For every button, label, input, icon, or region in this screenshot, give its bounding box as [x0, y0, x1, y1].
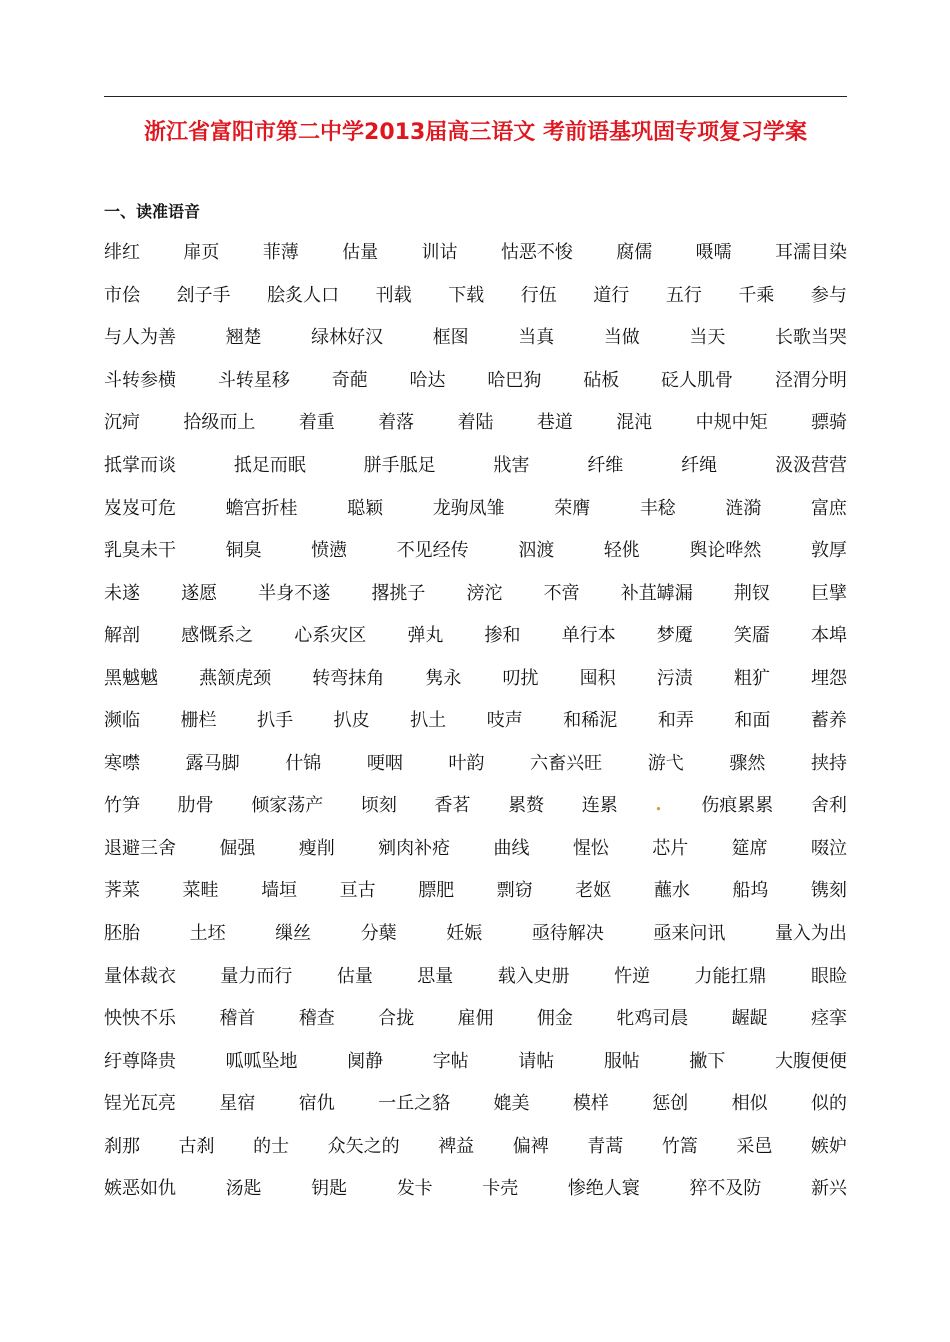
vocab-word: 和稀泥: [563, 710, 618, 732]
vocab-word: 汤匙: [225, 1178, 262, 1200]
vocab-word: 绯红: [104, 242, 140, 264]
vocab-word: 嫉恶如仇: [104, 1178, 176, 1200]
document-title: 浙江省富阳市第二中学2013届高三语文 考前语基巩固专项复习学案: [144, 120, 807, 145]
word-row: [104, 996, 847, 1039]
vocab-word: 亟来问讯: [653, 923, 726, 945]
vocab-word: 估量: [342, 242, 379, 264]
vocab-word: 感慨系之: [181, 625, 254, 647]
vocab-word: 量力而行: [220, 965, 293, 987]
word-row: [104, 655, 847, 698]
vocab-word: 香茗: [434, 795, 471, 817]
vocab-word: 亘古: [339, 880, 376, 902]
vocab-word: 刹那: [104, 1135, 140, 1157]
vocab-word: 囤积: [579, 667, 616, 689]
vocab-word: 着落: [378, 412, 415, 434]
vocab-word: 千乘: [738, 284, 775, 306]
vocab-word: 顷刻: [360, 795, 397, 817]
vocab-word: 泾渭分明: [774, 369, 847, 391]
vocab-word: 露马脚: [185, 752, 240, 774]
vocab-word: 惨绝人寰: [567, 1178, 640, 1200]
vocab-word: 船坞: [732, 880, 769, 902]
vocab-word: 怙恶不悛: [500, 242, 573, 264]
vocab-word: 胼手胝足: [363, 455, 436, 476]
vocab-word: 聪颖: [347, 497, 384, 519]
word-row: [104, 273, 847, 316]
word-row: [104, 485, 847, 528]
word-row: [104, 911, 847, 954]
vocab-word: 哈巴狗: [487, 369, 542, 391]
vocab-word: 着陆: [457, 412, 494, 434]
vocab-word: 当真: [518, 327, 555, 349]
vocab-word: 剜肉补疮: [378, 837, 451, 859]
vocab-word: 众矢之的: [327, 1135, 400, 1157]
vocab-word: 蘸水: [653, 880, 690, 902]
vocab-word: 惺忪: [572, 837, 609, 859]
header-rule: [104, 96, 847, 97]
vocab-word: 心系灾区: [294, 625, 367, 647]
vocab-word: 连累: [581, 795, 618, 817]
vocab-word: 大腹便便: [774, 1050, 847, 1072]
vocab-word: 怏怏不乐: [104, 1008, 176, 1030]
vocab-word: 合拢: [378, 1008, 415, 1030]
vocab-word: 哽咽: [366, 752, 403, 774]
vocab-word: 蟾宫折桂: [225, 497, 298, 519]
vocab-word: 单行本: [561, 625, 616, 647]
vocab-word: 膘肥: [418, 880, 455, 902]
vocab-word: 瘦削: [298, 837, 335, 859]
vocab-word: 耳濡目染: [775, 242, 847, 264]
vocab-word: 分蘖: [360, 923, 397, 945]
word-row: [104, 230, 847, 273]
word-row: [104, 698, 847, 741]
vocab-word: 解剖: [104, 625, 140, 647]
vocab-word: 市侩: [104, 284, 140, 306]
vocab-word: 当天: [689, 327, 726, 349]
vocab-word: 伤痕累累: [701, 795, 774, 817]
vocab-word: 半身不遂: [258, 582, 331, 604]
vocab-word: 媲美: [493, 1093, 530, 1115]
vocab-word: 粗犷: [733, 667, 770, 689]
vocab-word: 不见经传: [396, 540, 469, 562]
word-row: [104, 1038, 847, 1081]
vocab-word: 龙驹凤雏: [432, 497, 505, 519]
vocab-word: 拾级而上: [183, 412, 256, 434]
vocab-word: 雇佣: [457, 1008, 494, 1030]
vocab-word: 稽查: [298, 1008, 335, 1030]
vocab-word: 妊娠: [446, 923, 483, 945]
vocab-word: 老妪: [575, 880, 612, 902]
vocab-word: 古刹: [178, 1135, 215, 1157]
vocab-word: 一丘之貉: [378, 1093, 451, 1115]
vocab-word: 估量: [336, 965, 373, 987]
vocab-word: 抵足而眠: [233, 455, 306, 476]
vocab-word: 中规中矩: [695, 412, 768, 434]
vocab-word: 土坯: [189, 923, 226, 945]
vocab-word: 滂沱: [466, 582, 503, 604]
vocab-word: 惩创: [652, 1093, 689, 1115]
word-row: [104, 443, 847, 486]
vocab-word: 和面: [734, 710, 771, 732]
vocab-word: 五行: [665, 284, 702, 306]
vocab-word: 训诂: [421, 242, 458, 264]
vocab-word: 吱声: [486, 710, 523, 732]
vocab-word: 六畜兴旺: [530, 752, 603, 774]
vocab-word: 戕害: [493, 455, 530, 476]
vocab-word: 骤然: [729, 752, 766, 774]
vocab-word: 本埠: [811, 625, 847, 647]
word-row: [104, 953, 847, 996]
vocab-word: 掺和: [484, 625, 521, 647]
word-row: [104, 613, 847, 656]
vocab-word: 量入为出: [774, 923, 847, 945]
vocab-word: 痉挛: [811, 1008, 847, 1030]
word-row: [104, 741, 847, 784]
vocab-word: 撇下: [689, 1050, 726, 1072]
word-row: [104, 570, 847, 613]
vocab-word: 扉页: [183, 242, 220, 264]
vocab-word: 埋怨: [811, 667, 847, 689]
vocab-word: 嗫嚅: [695, 242, 732, 264]
vocab-word: 荠菜: [104, 880, 140, 902]
vocab-word: 下载: [448, 284, 485, 306]
vocab-word: 钥匙: [311, 1178, 348, 1200]
vocab-word: 砧板: [583, 369, 620, 391]
vocab-word: 框图: [432, 327, 469, 349]
vocab-word: 猝不及防: [689, 1178, 762, 1200]
vocab-word: 眼睑: [810, 965, 847, 987]
vocab-word: 泅渡: [518, 540, 555, 562]
vocab-word: 乳臭未干: [104, 540, 176, 562]
vocab-word: 偏裨: [512, 1135, 549, 1157]
vocab-word: 扒土: [410, 710, 447, 732]
vocab-word: 稽首: [219, 1008, 256, 1030]
vocab-word: 和弄: [657, 710, 694, 732]
vocab-word: 牝鸡司晨: [616, 1008, 689, 1030]
vocab-word: 缫丝: [275, 923, 312, 945]
stray-dot-mark: .: [655, 793, 662, 815]
vocab-word: 挟持: [811, 752, 847, 774]
vocab-word: 砭人肌骨: [661, 369, 734, 391]
vocab-word: 镌刻: [810, 880, 847, 902]
vocab-word: 濒临: [104, 710, 140, 732]
vocab-word: 菜畦: [182, 880, 219, 902]
vocab-word: 巨擘: [811, 582, 847, 604]
vocab-word: 刊载: [375, 284, 412, 306]
vocab-word: 的士: [253, 1135, 290, 1157]
vocab-word: 轻佻: [603, 540, 640, 562]
vocab-word: 服帖: [603, 1050, 640, 1072]
vocab-word: 宿仇: [298, 1093, 335, 1115]
vocab-word: 肋骨: [177, 795, 214, 817]
vocab-word: 舆论哗然: [689, 540, 762, 562]
vocab-word: 补苴罅漏: [620, 582, 693, 604]
vocab-word: 蓄养: [810, 710, 847, 732]
vocab-word: 沉疴: [104, 412, 140, 434]
vocab-word: 青蒿: [587, 1135, 624, 1157]
vocab-word: 曲线: [493, 837, 530, 859]
vocab-word: 荣膺: [554, 497, 591, 519]
vocab-word: 巷道: [536, 412, 573, 434]
vocab-word: 腐儒: [616, 242, 653, 264]
vocab-word: 退避三舍: [104, 837, 176, 859]
vocab-word: 隽永: [425, 667, 462, 689]
vocab-word: 当做: [603, 327, 640, 349]
vocab-word: 斗转参横: [104, 369, 176, 391]
vocab-word: 弹丸: [407, 625, 444, 647]
vocab-word: 行伍: [520, 284, 557, 306]
word-row: [104, 1123, 847, 1166]
vocab-word: 呱呱坠地: [225, 1050, 298, 1072]
vocab-word: 新兴: [810, 1178, 847, 1200]
vocab-word: 与人为善: [104, 327, 176, 349]
vocab-word: 似的: [811, 1093, 847, 1115]
vocab-word: 奇葩: [331, 369, 368, 391]
vocab-word: 栅栏: [180, 710, 217, 732]
vocab-word: 扒手: [257, 710, 294, 732]
vocab-word: 舍利: [810, 795, 847, 817]
vocab-word: 梦魇: [656, 625, 693, 647]
section-heading: 一、读准语音: [104, 202, 201, 221]
vocab-word: 混沌: [616, 412, 653, 434]
vocab-word: 累赘: [508, 795, 545, 817]
vocab-word: 哈达: [409, 369, 446, 391]
vocab-word: 字帖: [432, 1050, 469, 1072]
vocab-word: 黑魆魆: [104, 667, 158, 689]
vocab-word: 道行: [593, 284, 630, 306]
vocab-word: 亟待解决: [531, 923, 604, 945]
vocab-word: 相似: [731, 1093, 768, 1115]
vocab-word: 转弯抹角: [312, 667, 385, 689]
vocab-word: 采邑: [736, 1135, 773, 1157]
vocab-word: 忤逆: [614, 965, 651, 987]
vocab-word: 叨扰: [502, 667, 539, 689]
vocab-word: 裨益: [438, 1135, 475, 1157]
vocab-word: 载入史册: [497, 965, 570, 987]
vocab-word: 扒皮: [333, 710, 370, 732]
word-row: [104, 1166, 847, 1209]
word-row: [104, 826, 847, 869]
vocab-word: 刽子手: [176, 284, 231, 306]
vocab-word: 丰稔: [639, 497, 676, 519]
vocab-word: 不啻: [543, 582, 580, 604]
word-row: [104, 783, 847, 826]
vocab-word: 长歌当哭: [774, 327, 847, 349]
vocab-word: 什锦: [285, 752, 322, 774]
vocab-word: 发卡: [396, 1178, 433, 1200]
word-row: [104, 315, 847, 358]
vocab-word: 倔强: [219, 837, 256, 859]
vocab-word: 岌岌可危: [104, 497, 176, 519]
vocab-word: 敦厚: [810, 540, 847, 562]
word-list: [104, 230, 847, 1209]
vocab-word: 撂挑子: [371, 582, 426, 604]
vocab-word: 菲薄: [262, 242, 299, 264]
vocab-word: 芯片: [652, 837, 689, 859]
vocab-word: 骠骑: [811, 412, 847, 434]
vocab-word: 锃光瓦亮: [104, 1093, 176, 1115]
vocab-word: 翘楚: [225, 327, 262, 349]
vocab-word: 卡壳: [482, 1178, 519, 1200]
vocab-word: 胚胎: [104, 923, 140, 945]
vocab-word: 星宿: [219, 1093, 256, 1115]
vocab-word: 未遂: [104, 582, 140, 604]
vocab-word: 请帖: [518, 1050, 555, 1072]
vocab-word: 龌龊: [731, 1008, 768, 1030]
word-row: [104, 1081, 847, 1124]
vocab-word: 着重: [298, 412, 335, 434]
vocab-word: 纤绳: [681, 455, 718, 476]
vocab-word: 抵掌而谈: [104, 455, 176, 476]
vocab-word: 寒噤: [104, 752, 140, 774]
vocab-word: 笑靥: [733, 625, 770, 647]
vocab-word: 筵席: [731, 837, 768, 859]
vocab-word: 墙垣: [261, 880, 298, 902]
vocab-word: 污渍: [656, 667, 693, 689]
word-row: [104, 358, 847, 401]
vocab-word: 绿林好汉: [311, 327, 384, 349]
vocab-word: 汲汲营营: [774, 455, 847, 476]
vocab-word: 燕颔虎颈: [199, 667, 272, 689]
vocab-word: 竹篙: [661, 1135, 698, 1157]
vocab-word: 参与: [810, 284, 847, 306]
vocab-word: 荆钗: [733, 582, 770, 604]
vocab-word: 力能扛鼎: [694, 965, 767, 987]
vocab-word: 遂愿: [181, 582, 218, 604]
vocab-word: 富庶: [810, 497, 847, 519]
vocab-word: 纡尊降贵: [104, 1050, 176, 1072]
word-row: [104, 868, 847, 911]
vocab-word: 涟漪: [725, 497, 762, 519]
vocab-word: 佣金: [536, 1008, 573, 1030]
word-row: [104, 400, 847, 443]
vocab-word: 斗转星移: [217, 369, 290, 391]
vocab-word: 量体裁衣: [104, 965, 176, 987]
vocab-word: 脍炙人口: [267, 284, 340, 306]
vocab-word: 剽窃: [496, 880, 533, 902]
vocab-word: 愤懑: [311, 540, 348, 562]
vocab-word: 竹笋: [104, 795, 140, 817]
vocab-word: 思量: [417, 965, 454, 987]
vocab-word: 纤维: [587, 455, 624, 476]
word-row: [104, 528, 847, 571]
vocab-word: 嫉妒: [810, 1135, 847, 1157]
vocab-word: 啜泣: [811, 837, 847, 859]
vocab-word: 阒静: [347, 1050, 384, 1072]
vocab-word: 叶韵: [448, 752, 485, 774]
vocab-word: 铜臭: [225, 540, 262, 562]
vocab-word: 模样: [572, 1093, 609, 1115]
vocab-word: 游弋: [647, 752, 684, 774]
vocab-word: 倾家荡产: [251, 795, 324, 817]
